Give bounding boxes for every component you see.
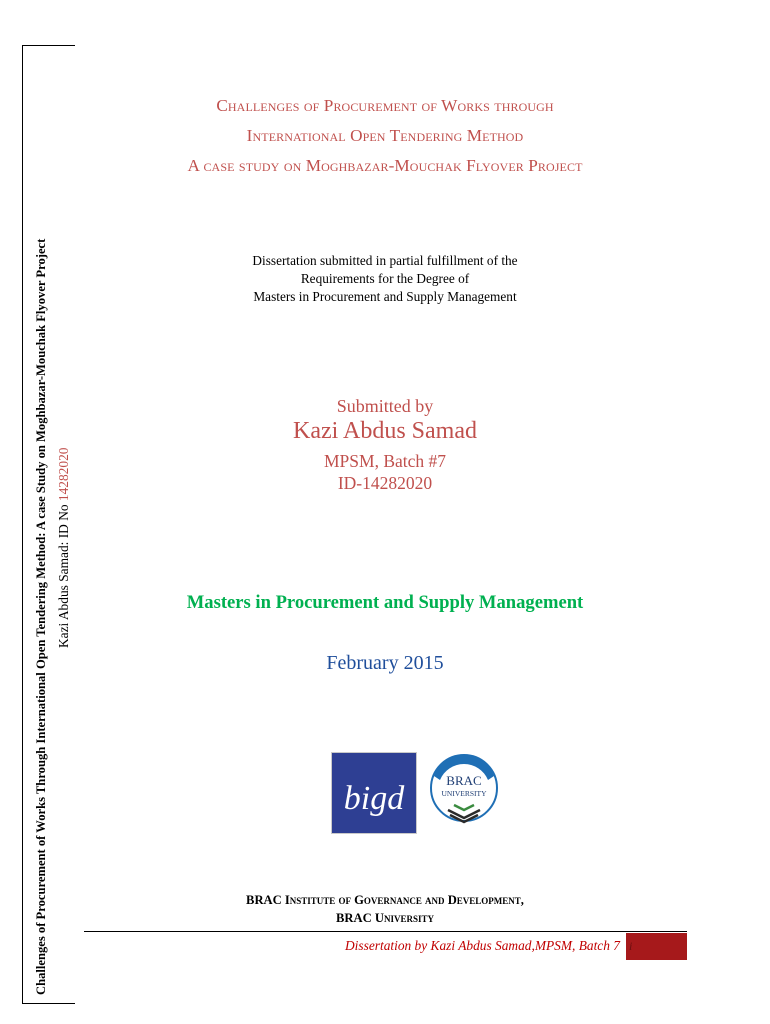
- title-line-3: A case study on Moghbazar-Mouchak Flyover Project: [187, 156, 583, 175]
- author-batch: MPSM, Batch #7: [323, 451, 447, 471]
- author-name: Kazi Abdus Samad: [293, 418, 477, 444]
- bigd-logo: [331, 752, 417, 834]
- sidebar-title: Challenges of Procurement of Works Through International Open Tendering Method: A case Study on Moghbazar-Mouchak Flyover Project: [34, 238, 48, 995]
- brac-logo-bottom-text: UNIVERSITY: [441, 789, 487, 798]
- institution-line-1: BRAC Institute of Governance and Development,: [246, 893, 524, 907]
- author-id: ID-14282020: [337, 473, 433, 493]
- bigd-logo-graphic: [332, 753, 416, 833]
- page-number-box: [626, 933, 687, 960]
- sidebar-author-prefix: Kazi Abdus Samad: ID No: [56, 501, 71, 648]
- dissertation-line-2: Requirements for the Degree of: [300, 271, 470, 286]
- submission-date: February 2015: [326, 652, 444, 674]
- institution-line-2: BRAC University: [336, 911, 434, 925]
- footer-text: Dissertation by Kazi Abdus Samad,MPSM, Batch 7: [345, 938, 620, 953]
- sidebar-author-id: 14282020: [56, 447, 71, 502]
- bigd-logo-text: bigd: [343, 780, 405, 817]
- dissertation-line-3: Masters in Procurement and Supply Management: [253, 289, 517, 304]
- title-line-1: Challenges of Procurement of Works through: [216, 96, 554, 115]
- brac-logo-top-text: BRAC: [446, 773, 482, 788]
- sidebar-author: [56, 448, 72, 648]
- dissertation-line-1: Dissertation submitted in partial fulfillment of the: [252, 253, 518, 268]
- brac-university-logo: [428, 752, 500, 832]
- brac-logo-graphic: [428, 752, 500, 832]
- dissertation-statement: [95, 252, 675, 306]
- footer-rule: [84, 931, 687, 932]
- title-line-2: International Open Tendering Method: [246, 126, 524, 145]
- page-number: i: [629, 939, 633, 953]
- institution: [95, 891, 675, 927]
- submitted-by-label: Submitted by: [336, 396, 434, 416]
- program-name: Masters in Procurement and Supply Management: [186, 592, 584, 613]
